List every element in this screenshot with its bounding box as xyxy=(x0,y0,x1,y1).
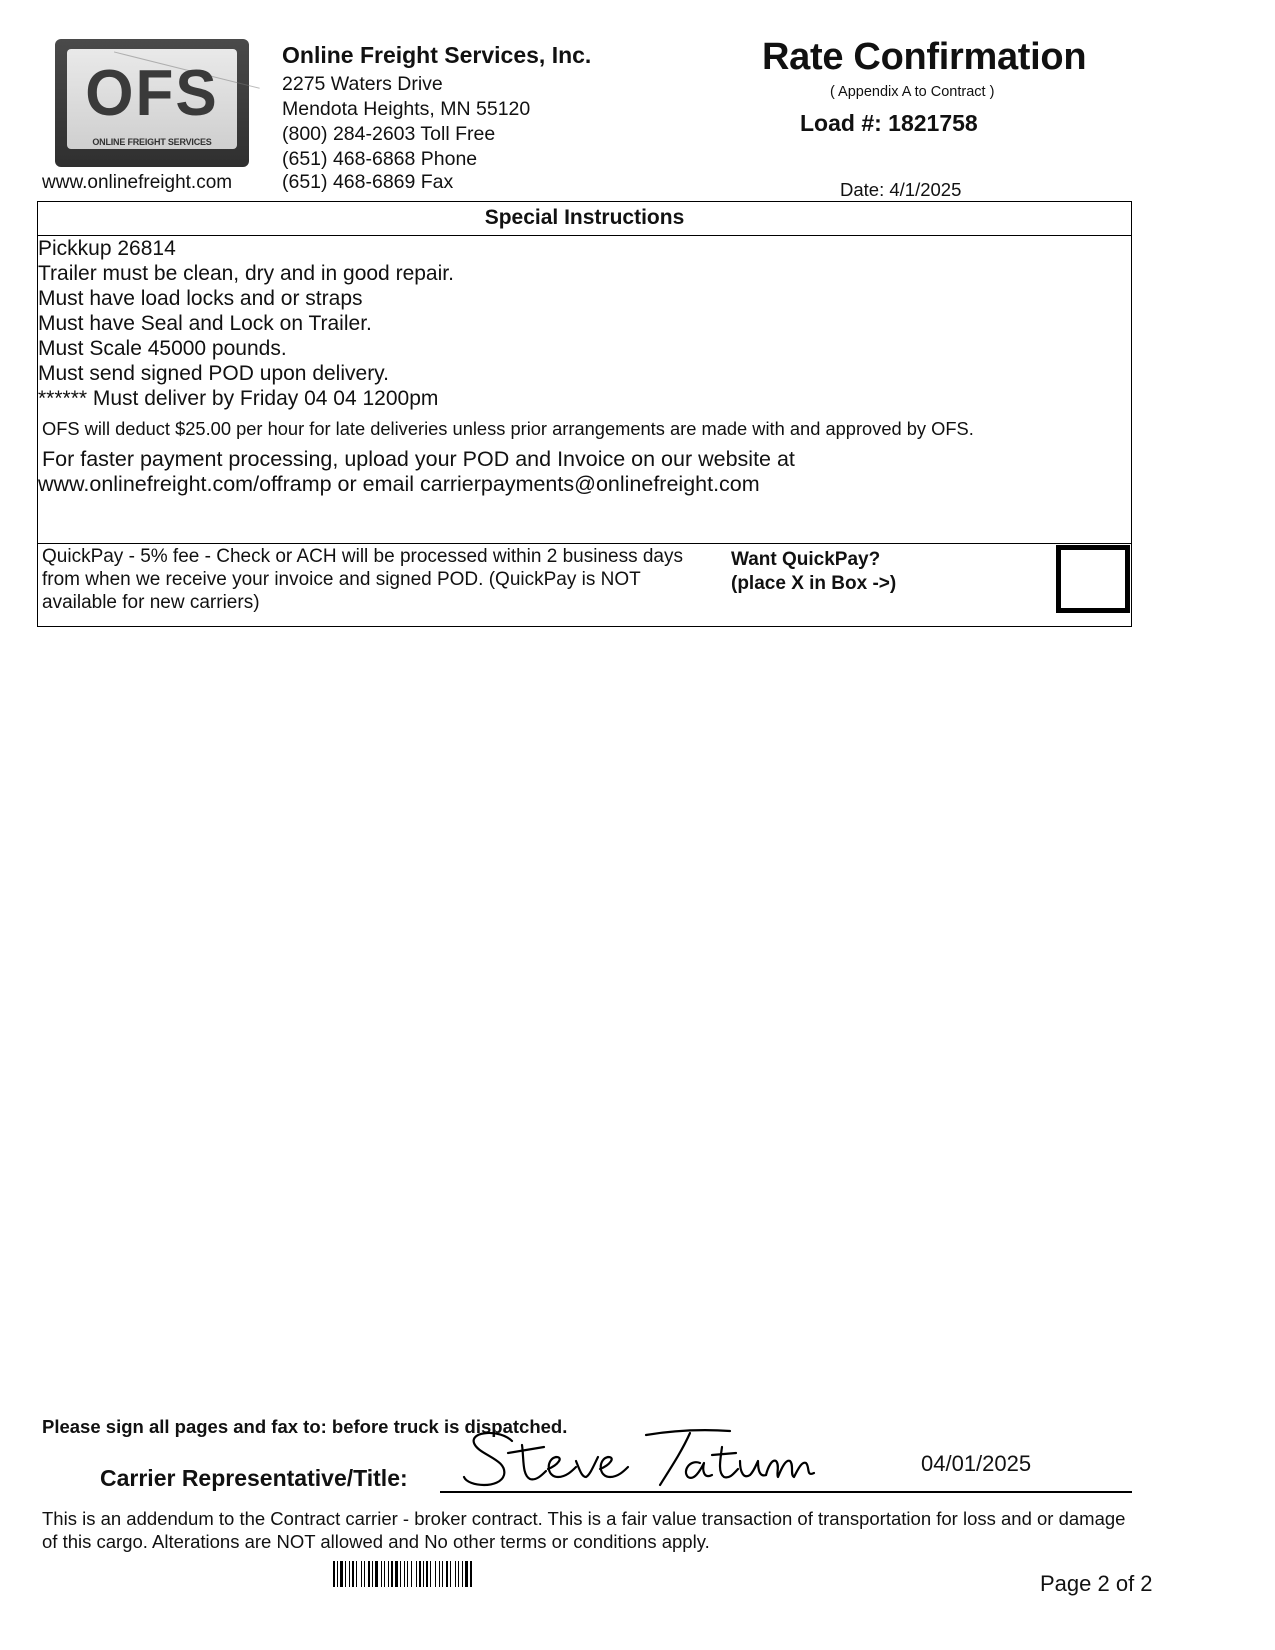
quickpay-prompt-question: Want QuickPay? xyxy=(731,549,881,570)
sign-instruction: Please sign all pages and fax to: before truck is dispatched. xyxy=(42,1416,568,1437)
barcode-bar xyxy=(356,1561,357,1587)
barcode-bar xyxy=(337,1561,338,1587)
quickpay-checkbox[interactable] xyxy=(1056,545,1130,613)
signature-line xyxy=(440,1491,1132,1493)
fax: (651) 468-6869 Fax xyxy=(282,171,454,193)
company-name: Online Freight Services, Inc. xyxy=(282,42,592,68)
barcode-bar xyxy=(400,1561,401,1587)
barcode-bar xyxy=(446,1561,448,1587)
barcode-bar xyxy=(407,1561,408,1587)
barcode-bar xyxy=(381,1561,382,1587)
barcode-bar xyxy=(352,1561,354,1587)
barcode-bar xyxy=(388,1561,389,1587)
quickpay-description: QuickPay - 5% fee - Check or ACH will be processed within 2 business days from when we receive your invoice and signed POD. (QuickPay is NOT available for new carriers) xyxy=(42,546,683,613)
barcode-bar xyxy=(375,1561,378,1587)
quickpay-prompt xyxy=(731,548,896,596)
instruction-line: Pickkup 26814 xyxy=(38,237,176,260)
barcode-bar xyxy=(395,1561,398,1587)
logo-subtext: ONLINE FREIGHT SERVICES xyxy=(92,137,212,147)
barcode-bar xyxy=(470,1561,472,1587)
signature-date: 04/01/2025 xyxy=(921,1451,1032,1476)
company-logo xyxy=(55,39,249,167)
barcode-bar xyxy=(411,1561,412,1587)
instruction-line: Must have load locks and or straps xyxy=(38,287,363,310)
barcode-bar xyxy=(455,1561,456,1587)
barcode-bar xyxy=(384,1561,385,1587)
instruction-line: Must Scale 45000 pounds. xyxy=(38,337,287,360)
instruction-line: Trailer must be clean, dry and in good repair. xyxy=(38,262,454,285)
barcode-bar xyxy=(368,1561,370,1587)
instruction-line: Must have Seal and Lock on Trailer. xyxy=(38,312,372,335)
signature xyxy=(460,1425,820,1497)
barcode-bar xyxy=(416,1561,417,1587)
barcode-bar xyxy=(450,1561,451,1587)
logo-text: OFS xyxy=(85,57,219,130)
barcode-bar xyxy=(372,1561,373,1587)
instruction-line: ****** Must deliver by Friday 04 04 1200pm xyxy=(38,387,439,410)
document-title: Rate Confirmation xyxy=(762,36,1087,78)
barcode-bar xyxy=(442,1561,443,1587)
special-instructions-heading: Special Instructions xyxy=(37,201,1132,236)
phone: (651) 468-6868 Phone xyxy=(282,148,478,170)
address-line: 2275 Waters Drive xyxy=(282,73,443,95)
barcode-bar xyxy=(333,1561,335,1587)
carrier-representative-label: Carrier Representative/Title: xyxy=(100,1465,408,1491)
addendum-text: This is an addendum to the Contract carrier - broker contract. This is a fair value transaction of transportation for loss and or damage of this cargo. Alterations are NOT allowed and No other terms or conditions apply. xyxy=(42,1508,1126,1552)
barcode-bar xyxy=(419,1561,421,1587)
appendix-note: ( Appendix A to Contract ) xyxy=(830,84,995,100)
barcode xyxy=(333,1561,529,1587)
quickpay-divider xyxy=(37,543,1132,544)
website-link[interactable]: www.onlinefreight.com xyxy=(42,172,233,193)
quickpay-prompt-instruction: (place X in Box ->) xyxy=(731,573,897,594)
payment-contact-note: www.onlinefreight.com/offramp or email carrierpayments@onlinefreight.com xyxy=(38,472,760,496)
barcode-bar xyxy=(364,1561,365,1587)
toll-free-phone: (800) 284-2603 Toll Free xyxy=(282,123,496,145)
barcode-bar xyxy=(435,1561,436,1587)
barcode-bar xyxy=(430,1561,431,1587)
late-deduction-note: OFS will deduct $25.00 per hour for late deliveries unless prior arrangements are made with and approved by OFS. xyxy=(42,418,974,439)
barcode-bar xyxy=(458,1561,459,1587)
barcode-bar xyxy=(462,1561,463,1587)
instruction-line: Must send signed POD upon delivery. xyxy=(38,362,389,385)
barcode-bar xyxy=(404,1561,405,1587)
barcode-bar xyxy=(426,1561,428,1587)
payment-upload-note: For faster payment processing, upload your POD and Invoice on our website at xyxy=(42,447,795,471)
document-date: Date: 4/1/2025 xyxy=(840,179,962,200)
barcode-bar xyxy=(465,1561,468,1587)
page-number: Page 2 of 2 xyxy=(1040,1571,1153,1596)
barcode-bar xyxy=(361,1561,362,1587)
load-number: Load #: 1821758 xyxy=(800,110,978,136)
address-line: Mendota Heights, MN 55120 xyxy=(282,98,531,120)
barcode-bar xyxy=(439,1561,440,1587)
barcode-bar xyxy=(391,1561,393,1587)
barcode-bar xyxy=(349,1561,350,1587)
logo-plate xyxy=(67,49,237,149)
barcode-bar xyxy=(340,1561,343,1587)
barcode-bar xyxy=(345,1561,346,1587)
barcode-bar xyxy=(423,1561,424,1587)
